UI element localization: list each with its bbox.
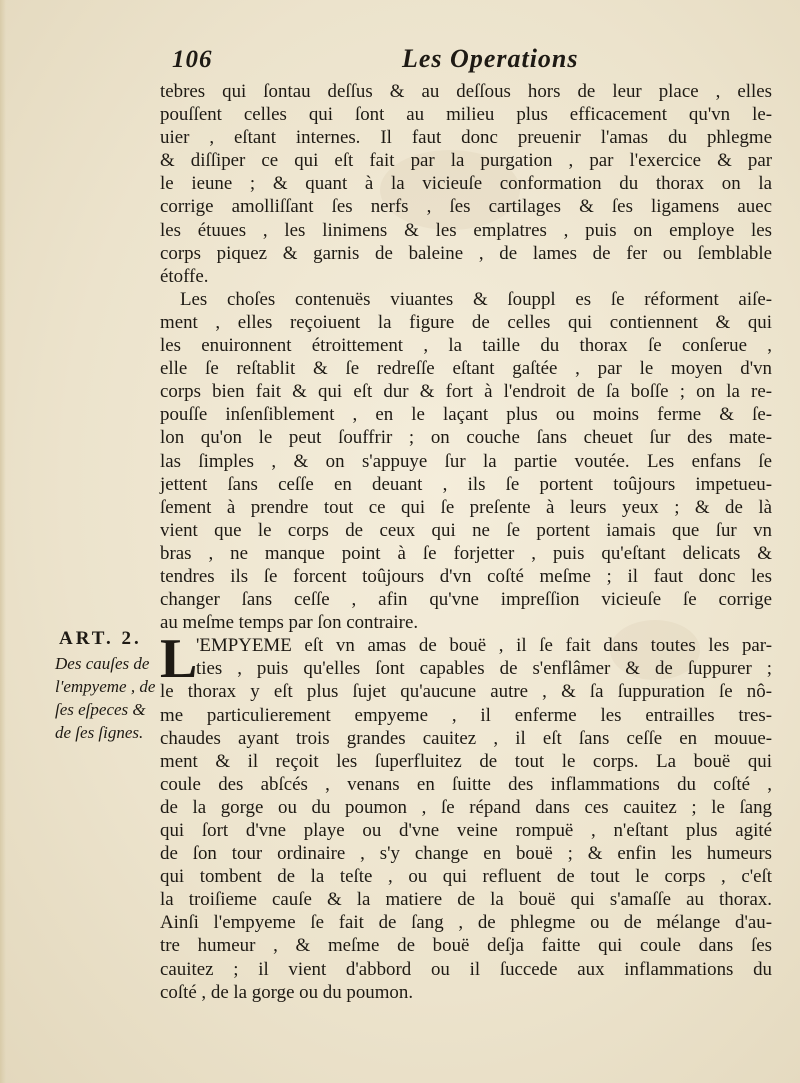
text-line: tebres qui ſontau deſſus & au deſſous hors de leur place , elles	[160, 81, 772, 102]
text-line: corps bien fait & qui eſt dur & fort à l'endroit de ſa boſſe ; on la re-	[160, 381, 772, 403]
text-line: tendres ils ſe forcent toûjours d'vn coſté meſme ; il faut donc les	[160, 565, 772, 587]
text-line: Ainſi l'empyeme ſe fait de ſang , de phlegme ou de mélange d'au-	[160, 912, 772, 934]
text-line: étoffe.	[160, 265, 209, 287]
margin-note-title: ART. 2.	[59, 628, 142, 649]
margin-note-line: Des cauſes de	[55, 654, 150, 673]
text-line: pouſſe inſenſiblement , en le laçant plus ou moins ferme & ſe-	[160, 404, 772, 426]
text-line: qui ſort d'vne playe ou d'vne veine rompuë , n'eſtant plus agité	[160, 820, 772, 841]
text-line: jettent ſans ceſſe en deuant , ils ſe portent toûjours impetueu-	[160, 473, 772, 495]
text-line: 'EMPYEME eſt vn amas de bouë , il ſe fait dans toutes les par-	[196, 635, 772, 657]
margin-note-line: ſes eſpeces &	[55, 700, 146, 719]
text-line: me particulierement empyeme , il enferme les entrailles tres-	[160, 704, 772, 726]
text-line: chaudes ayant trois grandes cauitez , il eſt ſans ceſſe en mouue-	[160, 727, 772, 749]
margin-note	[55, 628, 165, 744]
running-head: Les Operations	[402, 44, 579, 73]
text-line: la troiſieme cauſe & la matiere de la bouë qui s'amaſſe au thorax.	[160, 889, 772, 911]
drop-cap: L	[160, 628, 198, 690]
text-line: corps piquez & garnis de baleine , de lames de fer ou ſemblable	[160, 242, 772, 264]
text-line: le ieune ; & quant à la vicieuſe conformation du thorax on la	[160, 173, 772, 195]
text-line: les étuues , les linimens & les emplatres , puis on employe les	[160, 219, 772, 241]
text-line: au meſme temps par ſon contraire.	[160, 612, 419, 634]
text-line: ment & il reçoit les ſuperfluitez de tout le corps. La bouë qui	[160, 750, 772, 772]
margin-note-line: l'empyeme , de	[55, 677, 156, 696]
text-line: Les choſes contenuës viuantes & ſouppl es ſe réforment aiſe-	[180, 288, 772, 310]
text-line: de ſon tour ordinaire , s'y change en bouë ; & enfin les humeurs	[160, 843, 772, 865]
text-line: las ſimples , & on s'appuye ſur la partie voutée. Les enfans ſe	[160, 450, 772, 472]
text-line: & diſſiper ce qui eſt fait par la purgation , par l'exercice & par	[160, 150, 772, 172]
text-line: ment , elles reçoiuent la figure de celles qui contiennent & qui	[160, 311, 772, 333]
text-line: uier , eſtant internes. Il faut donc preuenir l'amas du phlegme	[160, 127, 772, 149]
text-line: de la gorge ou du poumon , ſe répand dans ces cauitez ; le ſang	[160, 796, 772, 818]
text-line: pouſſent celles qui ſont au milieu plus efficacement qu'vn le-	[160, 104, 772, 126]
text-line: cauitez ; il vient d'abbord ou il ſuccede aux inflammations du	[160, 958, 772, 980]
text-line: qui tombent de la teſte , ou qui refluent de tout le corps , c'eſt	[160, 866, 772, 888]
text-line: changer ſans ceſſe , afin qu'vne impreſſion vicieuſe ſe corrige	[160, 589, 772, 611]
text-line: le thorax y eſt plus ſujet qu'aucune autre , & ſa ſuppuration ſe nô-	[160, 681, 772, 703]
text-line: bras , ne manque point à ſe forjetter , puis qu'eſtant delicats &	[160, 542, 772, 564]
page-header	[172, 44, 772, 78]
page-edge-shadow	[0, 0, 6, 1083]
text-line: les enuironnent étroittement , la taille du thorax ſe conſerue ,	[160, 335, 772, 357]
text-line: ties , puis qu'elles ſont capables de s'enflâmer & de ſuppurer ;	[196, 658, 772, 680]
text-line: tre humeur , & meſme de bouë deſja faitte qui coule dans ſes	[160, 935, 772, 957]
text-line: corrige amolliſſant ſes nerfs , ſes cartilages & ſes ligamens auec	[160, 196, 772, 218]
text-line: coſté , de la gorge ou du poumon.	[160, 981, 414, 1003]
page-number: 106	[172, 46, 213, 73]
text-line: lon qu'on le peut ſouffrir ; on couche ſans cheuet ſur des mate-	[160, 427, 772, 449]
text-line: coule des abſcés , venans en ſuitte des inflammations du coſté ,	[160, 773, 772, 795]
body-text	[160, 80, 772, 1004]
margin-note-line: de ſes ſignes.	[55, 723, 144, 742]
text-line: vient que le corps de ceux qui ne ſe portent iamais que ſur vn	[160, 519, 772, 541]
text-line: elle ſe reſtablit & ſe redreſſe eſtant gaſtée , par le moyen d'vn	[160, 358, 772, 380]
margin-note-text	[55, 652, 165, 744]
text-line: ſement à prendre tout ce qui ſe preſente à leurs yeux ; & de là	[160, 496, 772, 518]
